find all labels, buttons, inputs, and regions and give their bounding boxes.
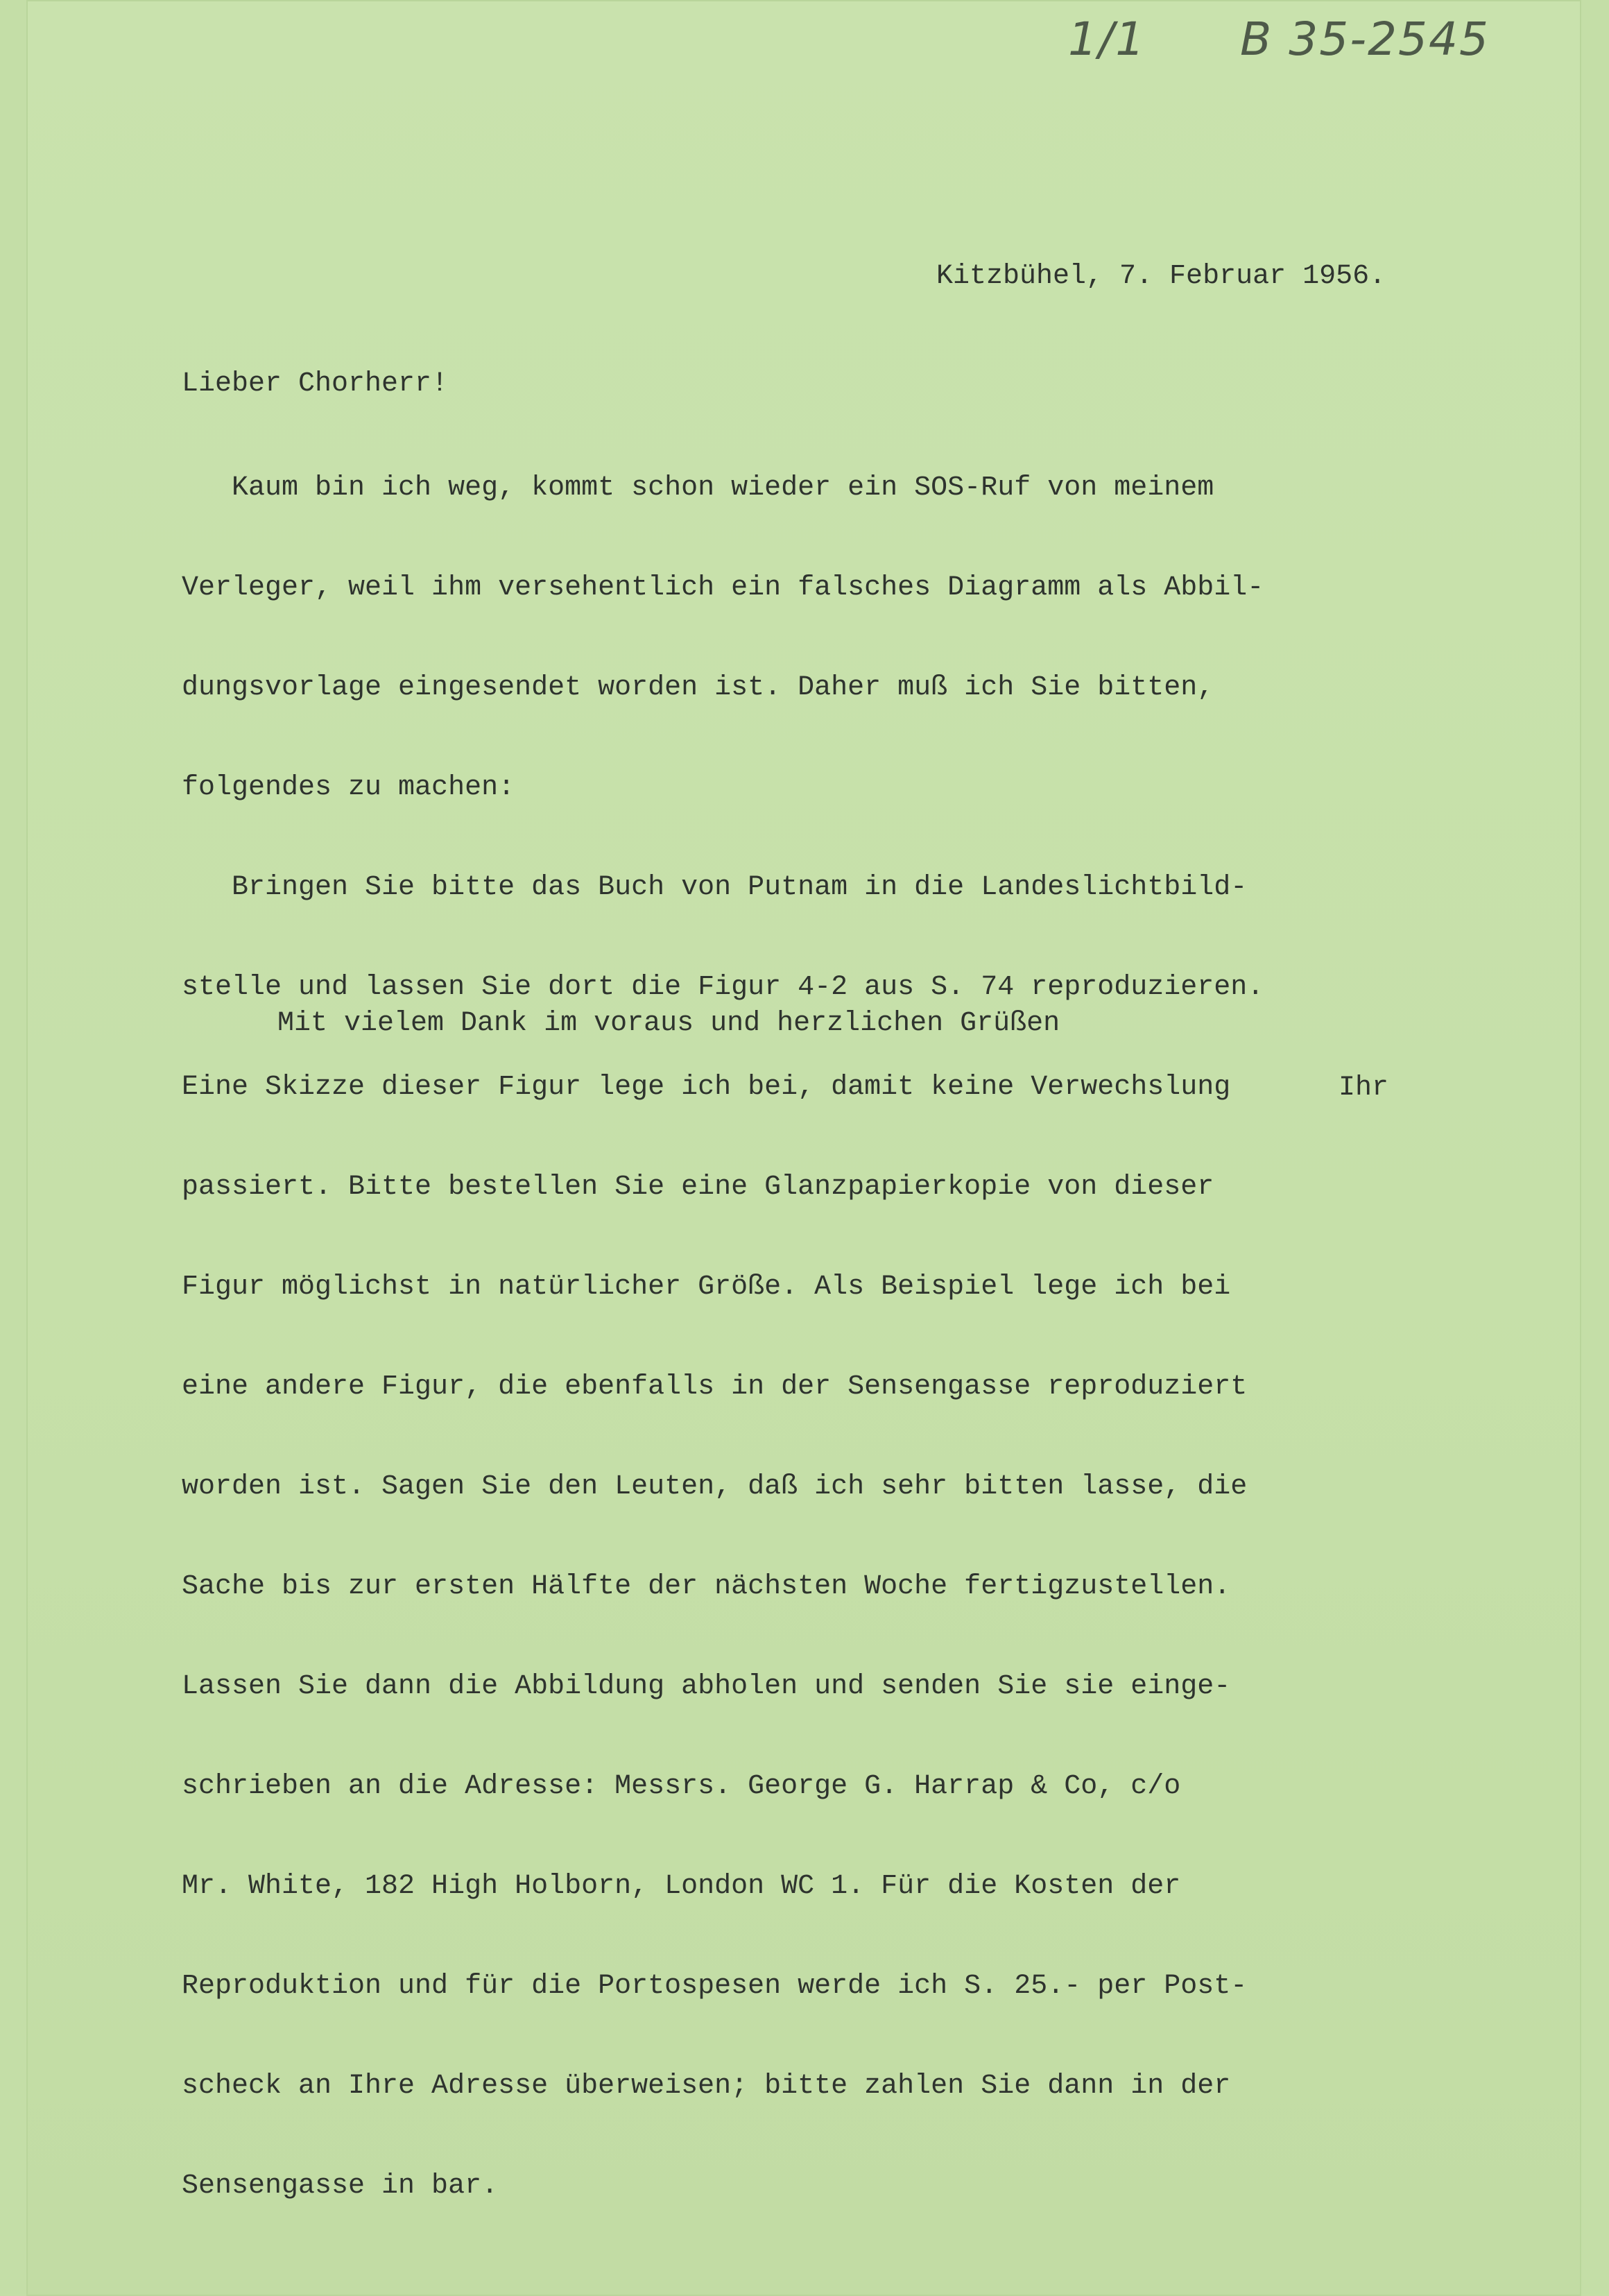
body-line: scheck an Ihre Adresse überweisen; bitte zahlen Sie dann in der bbox=[182, 2071, 1231, 2102]
archive-page-mark: 1/1 bbox=[1068, 12, 1146, 66]
body-line: passiert. Bitte bestellen Sie eine Glanzpapierkopie von dieser bbox=[182, 1172, 1214, 1203]
body-line: dungsvorlage eingesendet worden ist. Daher muß ich Sie bitten, bbox=[182, 672, 1214, 703]
body-line: Bringen Sie bitte das Buch von Putnam in die Landeslichtbild- bbox=[182, 872, 1248, 903]
body-line: Sensengasse in bar. bbox=[182, 2170, 499, 2202]
archive-reference-number: B 35-2545 bbox=[1240, 12, 1490, 66]
body-line: Lassen Sie dann die Abbildung abholen und senden Sie sie einge- bbox=[182, 1671, 1231, 1702]
body-line: Figur möglichst in natürlicher Größe. Als Beispiel lege ich bei bbox=[182, 1271, 1231, 1303]
body-line: Kaum bin ich weg, kommt schon wieder ein SOS-Ruf von meinem bbox=[182, 472, 1214, 504]
body-line: stelle und lassen Sie dort die Figur 4-2 aus S. 74 reproduzieren. bbox=[182, 972, 1264, 1003]
body-line: eine andere Figur, die ebenfalls in der Sensengasse reproduziert bbox=[182, 1371, 1248, 1403]
body-line: Reproduktion und für die Portospesen werde ich S. 25.- per Post- bbox=[182, 1971, 1248, 2002]
body-line: worden ist. Sagen Sie den Leuten, daß ich sehr bitten lasse, die bbox=[182, 1471, 1248, 1502]
body-line: Sache bis zur ersten Hälfte der nächsten Woche fertigzustellen. bbox=[182, 1571, 1231, 1602]
body-line: schrieben an die Adresse: Messrs. George G. Harrap & Co, c/o bbox=[182, 1771, 1181, 1802]
body-line: Verleger, weil ihm versehentlich ein falsches Diagramm als Abbil- bbox=[182, 572, 1264, 603]
letter-body bbox=[182, 405, 1264, 2270]
body-line: folgendes zu machen: bbox=[182, 772, 515, 803]
body-line: Eine Skizze dieser Figur lege ich bei, damit keine Verwechslung bbox=[182, 1072, 1231, 1103]
letter-closing: Mit vielem Dank im voraus und herzlichen Grüßen bbox=[277, 1008, 1060, 1039]
letter-signature-label: Ihr bbox=[1339, 1072, 1389, 1104]
letter-salutation: Lieber Chorherr! bbox=[182, 368, 449, 400]
letter-date-line: Kitzbühel, 7. Februar 1956. bbox=[936, 261, 1386, 292]
body-line: Mr. White, 182 High Holborn, London WC 1. Für die Kosten der bbox=[182, 1871, 1181, 1902]
